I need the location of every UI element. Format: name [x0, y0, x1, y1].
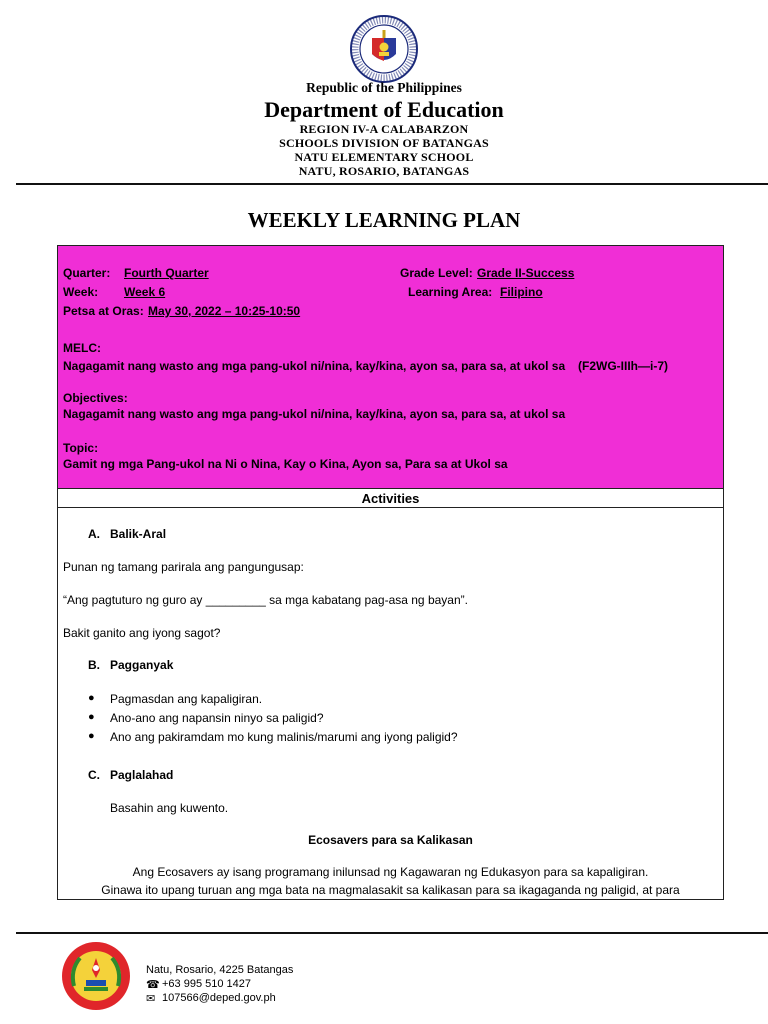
footer-email: 107566@deped.gov.ph: [162, 992, 276, 1004]
section-a-question: Bakit ganito ang iyong sagot?: [63, 626, 221, 640]
phone-icon: ☎: [146, 979, 160, 991]
footer-phone: +63 995 510 1427: [162, 978, 252, 990]
footer-address: Natu, Rosario, 4225 Batangas: [146, 964, 294, 976]
story-paragraph-line: Ang Ecosavers ay isang programang inilunsad ng Kagawaran ng Edukasyon para sa kapaligiran.: [132, 865, 649, 879]
melc-label: MELC:: [63, 341, 101, 355]
department-title: Department of Education: [264, 97, 504, 122]
republic-label: Republic of the Philippines: [306, 80, 462, 95]
region-label: REGION IV-A CALABARZON: [299, 122, 469, 136]
section-a-title: Balik-Aral: [110, 527, 167, 541]
bullet-icon: ●: [88, 730, 95, 742]
story-title: Ecosavers para sa Kalikasan: [308, 833, 473, 847]
grade-level-label: Grade Level:: [400, 266, 473, 280]
date-value: May 30, 2022 – 10:25-10:50: [148, 304, 301, 318]
quarter-label: Quarter:: [63, 266, 111, 280]
melc-code: (F2WG-IIIh—i-7): [578, 359, 668, 373]
school-name: NATU ELEMENTARY SCHOOL: [294, 150, 474, 164]
section-c-instruction: Basahin ang kuwento.: [110, 801, 229, 815]
section-b-title: Pagganyak: [110, 658, 174, 672]
list-item: Ano ang pakiramdam mo kung malinis/marumi ang iyong paligid?: [110, 730, 458, 744]
document-title: WEEKLY LEARNING PLAN: [247, 208, 521, 232]
learning-area-value: Filipino: [500, 285, 543, 299]
section-a-letter: A.: [88, 527, 100, 541]
bullet-icon: ●: [88, 711, 95, 723]
objectives-label: Objectives:: [63, 391, 128, 405]
school-logo: [60, 940, 132, 1012]
section-b-letter: B.: [88, 658, 100, 672]
section-a-sentence: “Ang pagtuturo ng guro ay _________ sa mga kabatang pag-asa ng bayan”.: [63, 593, 468, 607]
email-icon: ✉: [146, 993, 156, 1005]
section-c-title: Paglalahad: [110, 768, 174, 782]
objectives-text: Nagagamit nang wasto ang mga pang-ukol ni/nina, kay/kina, ayon sa, para sa, at ukol sa: [63, 407, 566, 421]
story-paragraph-line: Ginawa ito upang turuan ang mga bata na magmalasakit sa kalikasan para sa ikagaganda ng paligid, at para: [101, 883, 680, 897]
section-c-letter: C.: [88, 768, 100, 782]
quarter-value: Fourth Quarter: [124, 266, 209, 280]
grade-level-value: Grade II-Success: [477, 266, 575, 280]
bullet-icon: ●: [88, 692, 95, 704]
date-label: Petsa at Oras:: [63, 304, 144, 318]
activities-heading: Activities: [57, 488, 724, 508]
learning-area-label: Learning Area:: [408, 285, 493, 299]
week-label: Week:: [63, 285, 99, 299]
melc-text: Nagagamit nang wasto ang mga pang-ukol ni/nina, kay/kina, ayon sa, para sa, at ukol sa: [63, 359, 566, 373]
school-address: NATU, ROSARIO, BATANGAS: [298, 164, 470, 178]
division-label: SCHOOLS DIVISION OF BATANGAS: [279, 136, 489, 150]
topic-label: Topic:: [63, 441, 99, 455]
week-value: Week 6: [124, 285, 166, 299]
plan-info-box: [57, 245, 724, 489]
topic-text: Gamit ng mga Pang-ukol na Ni o Nina, Kay o Kina, Ayon sa, Para sa at Ukol sa: [63, 457, 508, 471]
list-item: Pagmasdan ang kapaligiran.: [110, 692, 263, 706]
list-item: Ano-ano ang napansin ninyo sa paligid?: [110, 711, 324, 725]
deped-seal-logo: [346, 14, 422, 84]
footer-divider: [16, 932, 768, 934]
section-a-instruction: Punan ng tamang parirala ang pangungusap:: [63, 560, 304, 574]
header-divider: [16, 183, 768, 185]
